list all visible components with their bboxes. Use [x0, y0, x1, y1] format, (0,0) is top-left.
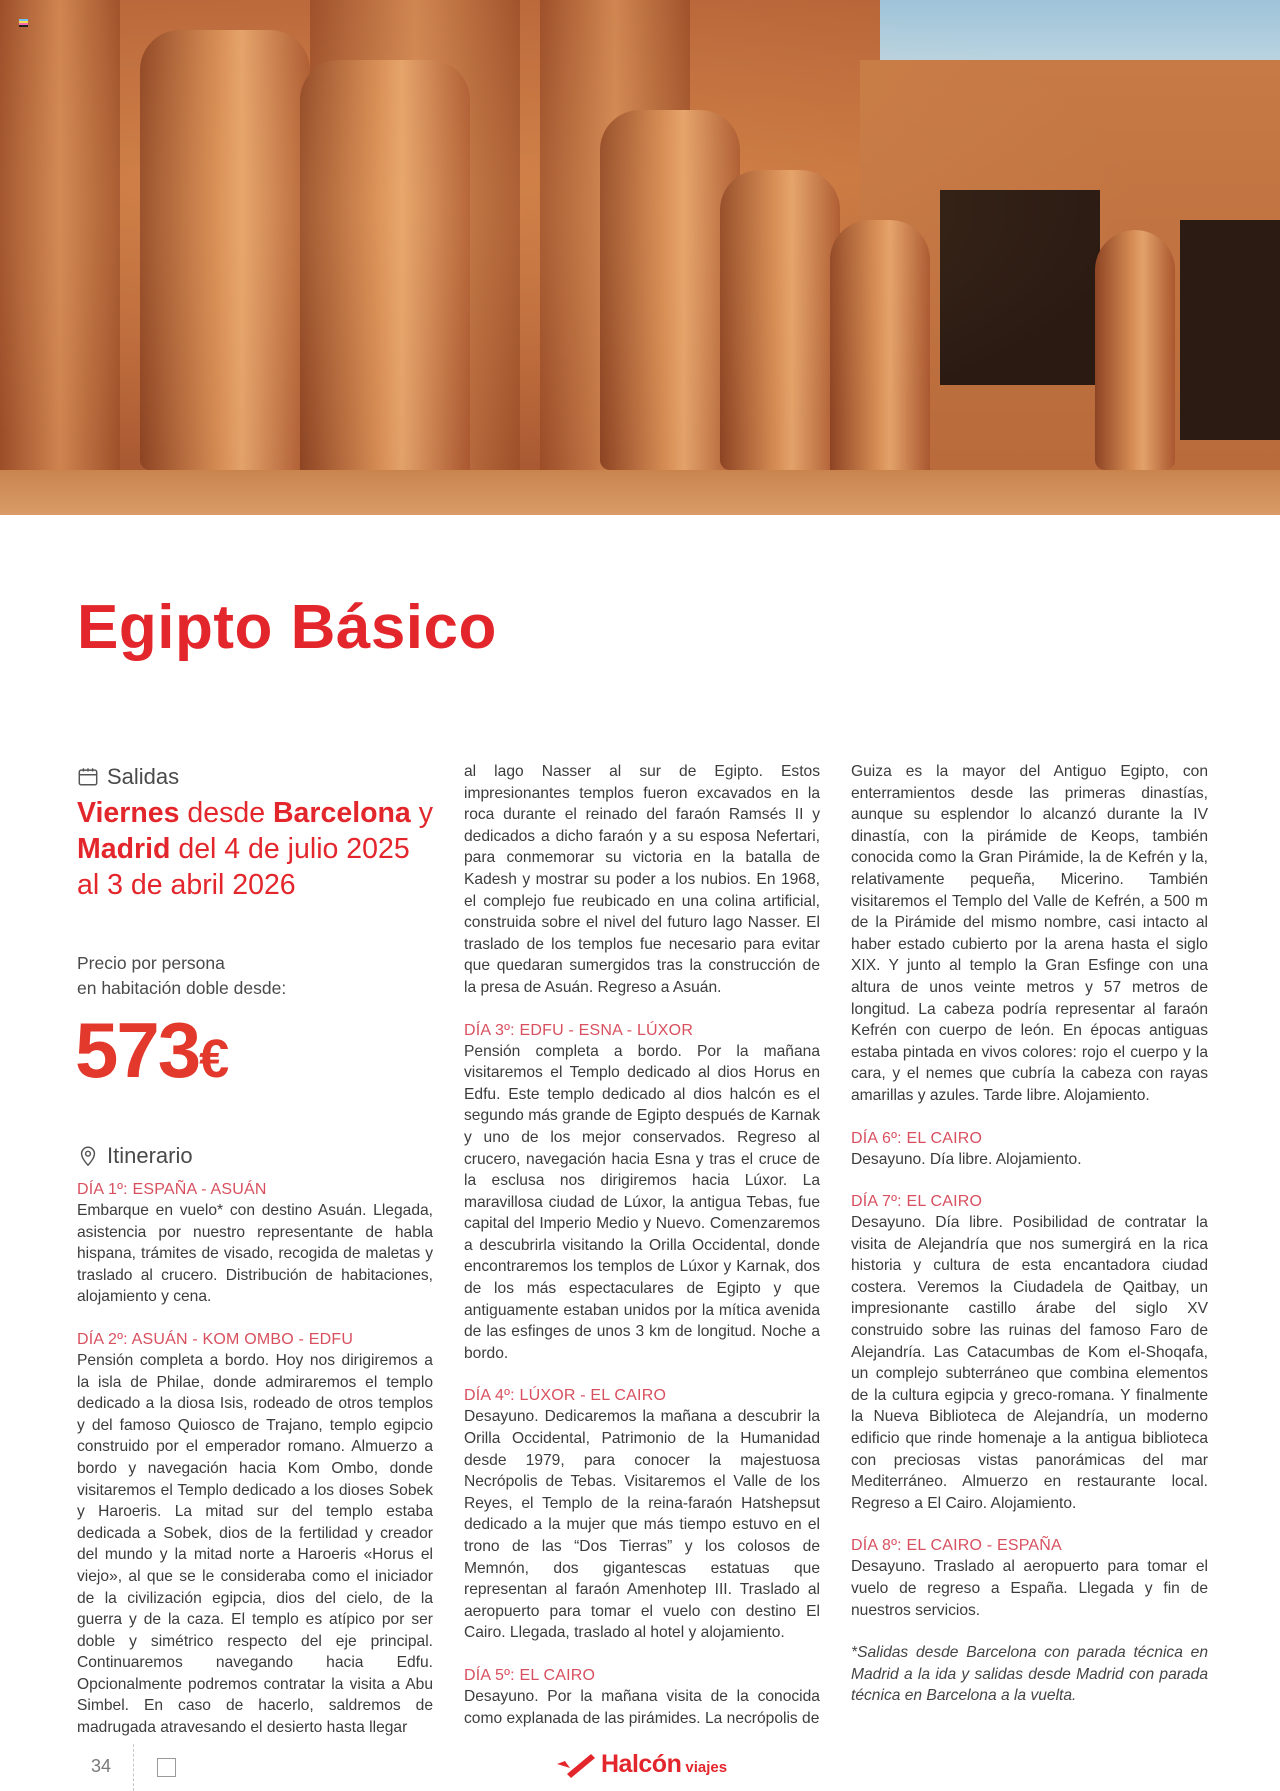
itinerary-heading: [77, 1143, 193, 1169]
page-title: Egipto Básico: [77, 593, 497, 662]
menu-icon[interactable]: [19, 19, 28, 27]
departure-city: Barcelona: [272, 797, 411, 829]
checkbox[interactable]: [157, 1758, 176, 1777]
itinerary-day-8: DÍA 8º: EL CAIRO - ESPAÑA Desayuno. Traslado al aeropuerto para tomar el vuelo de regreso a España. Llegada y fin de nuestros servicios.: [851, 1537, 1208, 1619]
location-pin-icon: [77, 1145, 99, 1167]
halcon-viajes-logo: Halcón viajes: [555, 1750, 727, 1779]
departure-day: Viernes: [77, 797, 180, 829]
departure-dates: Viernes desde Barcelona y Madrid del 4 de julio 2025 al 3 de abril 2026: [77, 797, 433, 901]
hero-image: [0, 0, 1280, 515]
halcon-check-icon: [555, 1752, 597, 1778]
column-1: [77, 1179, 433, 1760]
price-amount: 573€: [75, 1006, 228, 1094]
column-3: [851, 761, 1208, 1707]
itinerary-day-5: DÍA 5º: EL CAIRO Desayuno. Por la mañana visita de la conocida como explanada de las pirámides. La necrópolis de: [464, 1666, 820, 1727]
itinerary-day-5-continued: Guiza es la mayor del Antiguo Egipto, con enterramientos desde las primeras dinastías, aunque su esplendor lo alcanzó durante la IV dinastía, con la pirámide de Keops, también conocida como la Gran Pirámide, la de Kefrén y la, relativamente pequeña, Micerino. También visitaremos el Templo del Valle de Kefrén, a 500 m de la Pirámide del mismo nombre, casi intacto al haber estado cubierto por la arena hasta el siglo XIX. Y junto al templo la Gran Esfinge con una altura de unos veinte metros y 57 metros de longitud. La cabeza podría representar al faraón Kefrén con cuerpo de león. En épocas antiguas estaba pintada en vivos colores: rojo el cuerpo y la cara, y el nemes que cubría la cabeza con rayas amarillas y azules. Tarde libre. Alojamiento.: [851, 763, 1208, 1104]
itinerary-day-7: DÍA 7º: EL CAIRO Desayuno. Día libre. Posibilidad de contratar la visita de Alejandría que nos sumergirá en la rica historia y cultura de esta encantadora ciudad costera. Veremos la Ciudadela de Qaitbay, un impresionante castillo árabe del siglo XV construido sobre las ruinas del famoso Faro de Alejandría. Las Catacumbas de Kom el-Shoqafa, un complejo subterráneo que combina elementos de la cultura egipcia y greco-romana. Y finalmente la Nueva Biblioteca de Alejandría, un moderno edificio que rinde homenaje a la antigua biblioteca con preciosas vistas panorámicas del mar Mediterráneo. Almuerzo en restaurante local. Regreso a El Cairo. Alojamiento.: [851, 1193, 1208, 1512]
itinerary-day-4: DÍA 4º: LÚXOR - EL CAIRO Desayuno. Dedicaremos la mañana a descubrir la Orilla Occidental, Patrimonio de la Humanidad desde 1979, para conocer la majestuosa Necrópolis de Tebas. Visitaremos el Valle de los Reyes, el Templo de la reina-faraón Hatshepsut dedicado a la mujer que más tiempo estuvo en el trono de las “Dos Tierras” y los colosos de Memnón, dos gigantescas estatuas que representan al faraón Amenhotep III. Traslado al aeropuerto para tomar el vuelo con destino El Cairo. Llegada, traslado al hotel y alojamiento.: [464, 1387, 820, 1642]
departure-city: Madrid: [77, 833, 171, 865]
footer-divider: [133, 1744, 134, 1791]
itinerary-label: Itinerario: [107, 1143, 193, 1168]
salidas-heading: [77, 764, 179, 790]
currency-symbol: €: [199, 1029, 228, 1089]
itinerary-day-2: DÍA 2º: ASUÁN - KOM OMBO - EDFU Pensión completa a bordo. Hoy nos dirigiremos a la isla de Philae, donde admiraremos el templo dedicado a la diosa Isis, rodeado de otros templos y del famoso Quiosco de Trajano, templo egipcio construido por el emperador romano. Almuerzo a bordo y navegación hacia Kom Ombo, donde visitaremos el Templo dedicado a los dioses Sobek y Haroeris. La mitad sur del templo estaba dedicada a Sobek, dios de la fertilidad y creador del mundo y la mitad norte a Haroeris «Horus el viejo», al que se le consideraba como el iniciador de la civilización egipcia, dios del cielo, de la guerra y de la caza. El templo es atípico por ser doble y simétrico respecto del eje principal. Continuaremos navegando hacia Edfu. Opcionalmente podremos contratar la visita a Abu Simbel. En caso de hacerlo, saldremos de madrugada atravesando el desierto hasta llegar: [77, 1330, 433, 1737]
itinerary-day-3: DÍA 3º: EDFU - ESNA - LÚXOR Pensión completa a bordo. Por la mañana visitaremos el Templo dedicado al dios Horus en Edfu. Este templo dedicado al dios halcón es el segundo más grande de Egipto después de Karnak y uno de los mejor conservados. Regreso al crucero, navegación hacia Esna y tras el cruce de la esclusa nos dirigiremos hacia Lúxor. La maravillosa ciudad de Lúxor, la antigua Tebas, fue capital del Imperio Medio y Nuevo. Comenzaremos a descubrirla visitando la Orilla Occidental, donde encontraremos los templos de Lúxor y Karnak, dos de los más espectaculares de Egipto y que antiguamente estaban unidos por la mítica avenida de las esfinges de unos 3 km de longitud. Noche a bordo.: [464, 1021, 820, 1362]
page-number: 34: [91, 1756, 112, 1776]
itinerary-day-6: DÍA 6º: EL CAIRO Desayuno. Día libre. Alojamiento.: [851, 1129, 1082, 1168]
itinerary-day-2-continued: al lago Nasser al sur de Egipto. Estos impresionantes templos fueron excavados en la roca durante el reinado del faraón Ramsés II y dedicados a dicho faraón y a su esposa Nefertari, para conmemorar su victoria en la batalla de Kadesh y mostrar su poder a los nubios. En 1968, el complejo fue reubicado en una colina artificial, construida sobre el nivel del futuro lago Nasser. El traslado de los templos fue necesario para evitar que quedaran sumergidos tras la construcción de la presa de Asuán. Regreso a Asuán.: [464, 763, 820, 996]
itinerary-day-1: DÍA 1º: ESPAÑA - ASUÁN Embarque en vuelo* con destino Asuán. Llegada, asistencia por nuestro representante de habla hispana, trámites de visado, recogida de maletas y traslado al crucero. Distribución de habitaciones, alojamiento y cena.: [77, 1181, 433, 1306]
price-label: Precio por persona en habitación doble desde:: [77, 953, 287, 998]
calendar-icon: [77, 766, 99, 788]
departure-note: *Salidas desde Barcelona con parada técnica en Madrid a la ida y salidas desde Madrid con parada técnica en Barcelona a la vuelta.: [851, 1644, 1208, 1705]
column-2: [464, 761, 820, 1750]
salidas-label: Salidas: [107, 764, 180, 789]
